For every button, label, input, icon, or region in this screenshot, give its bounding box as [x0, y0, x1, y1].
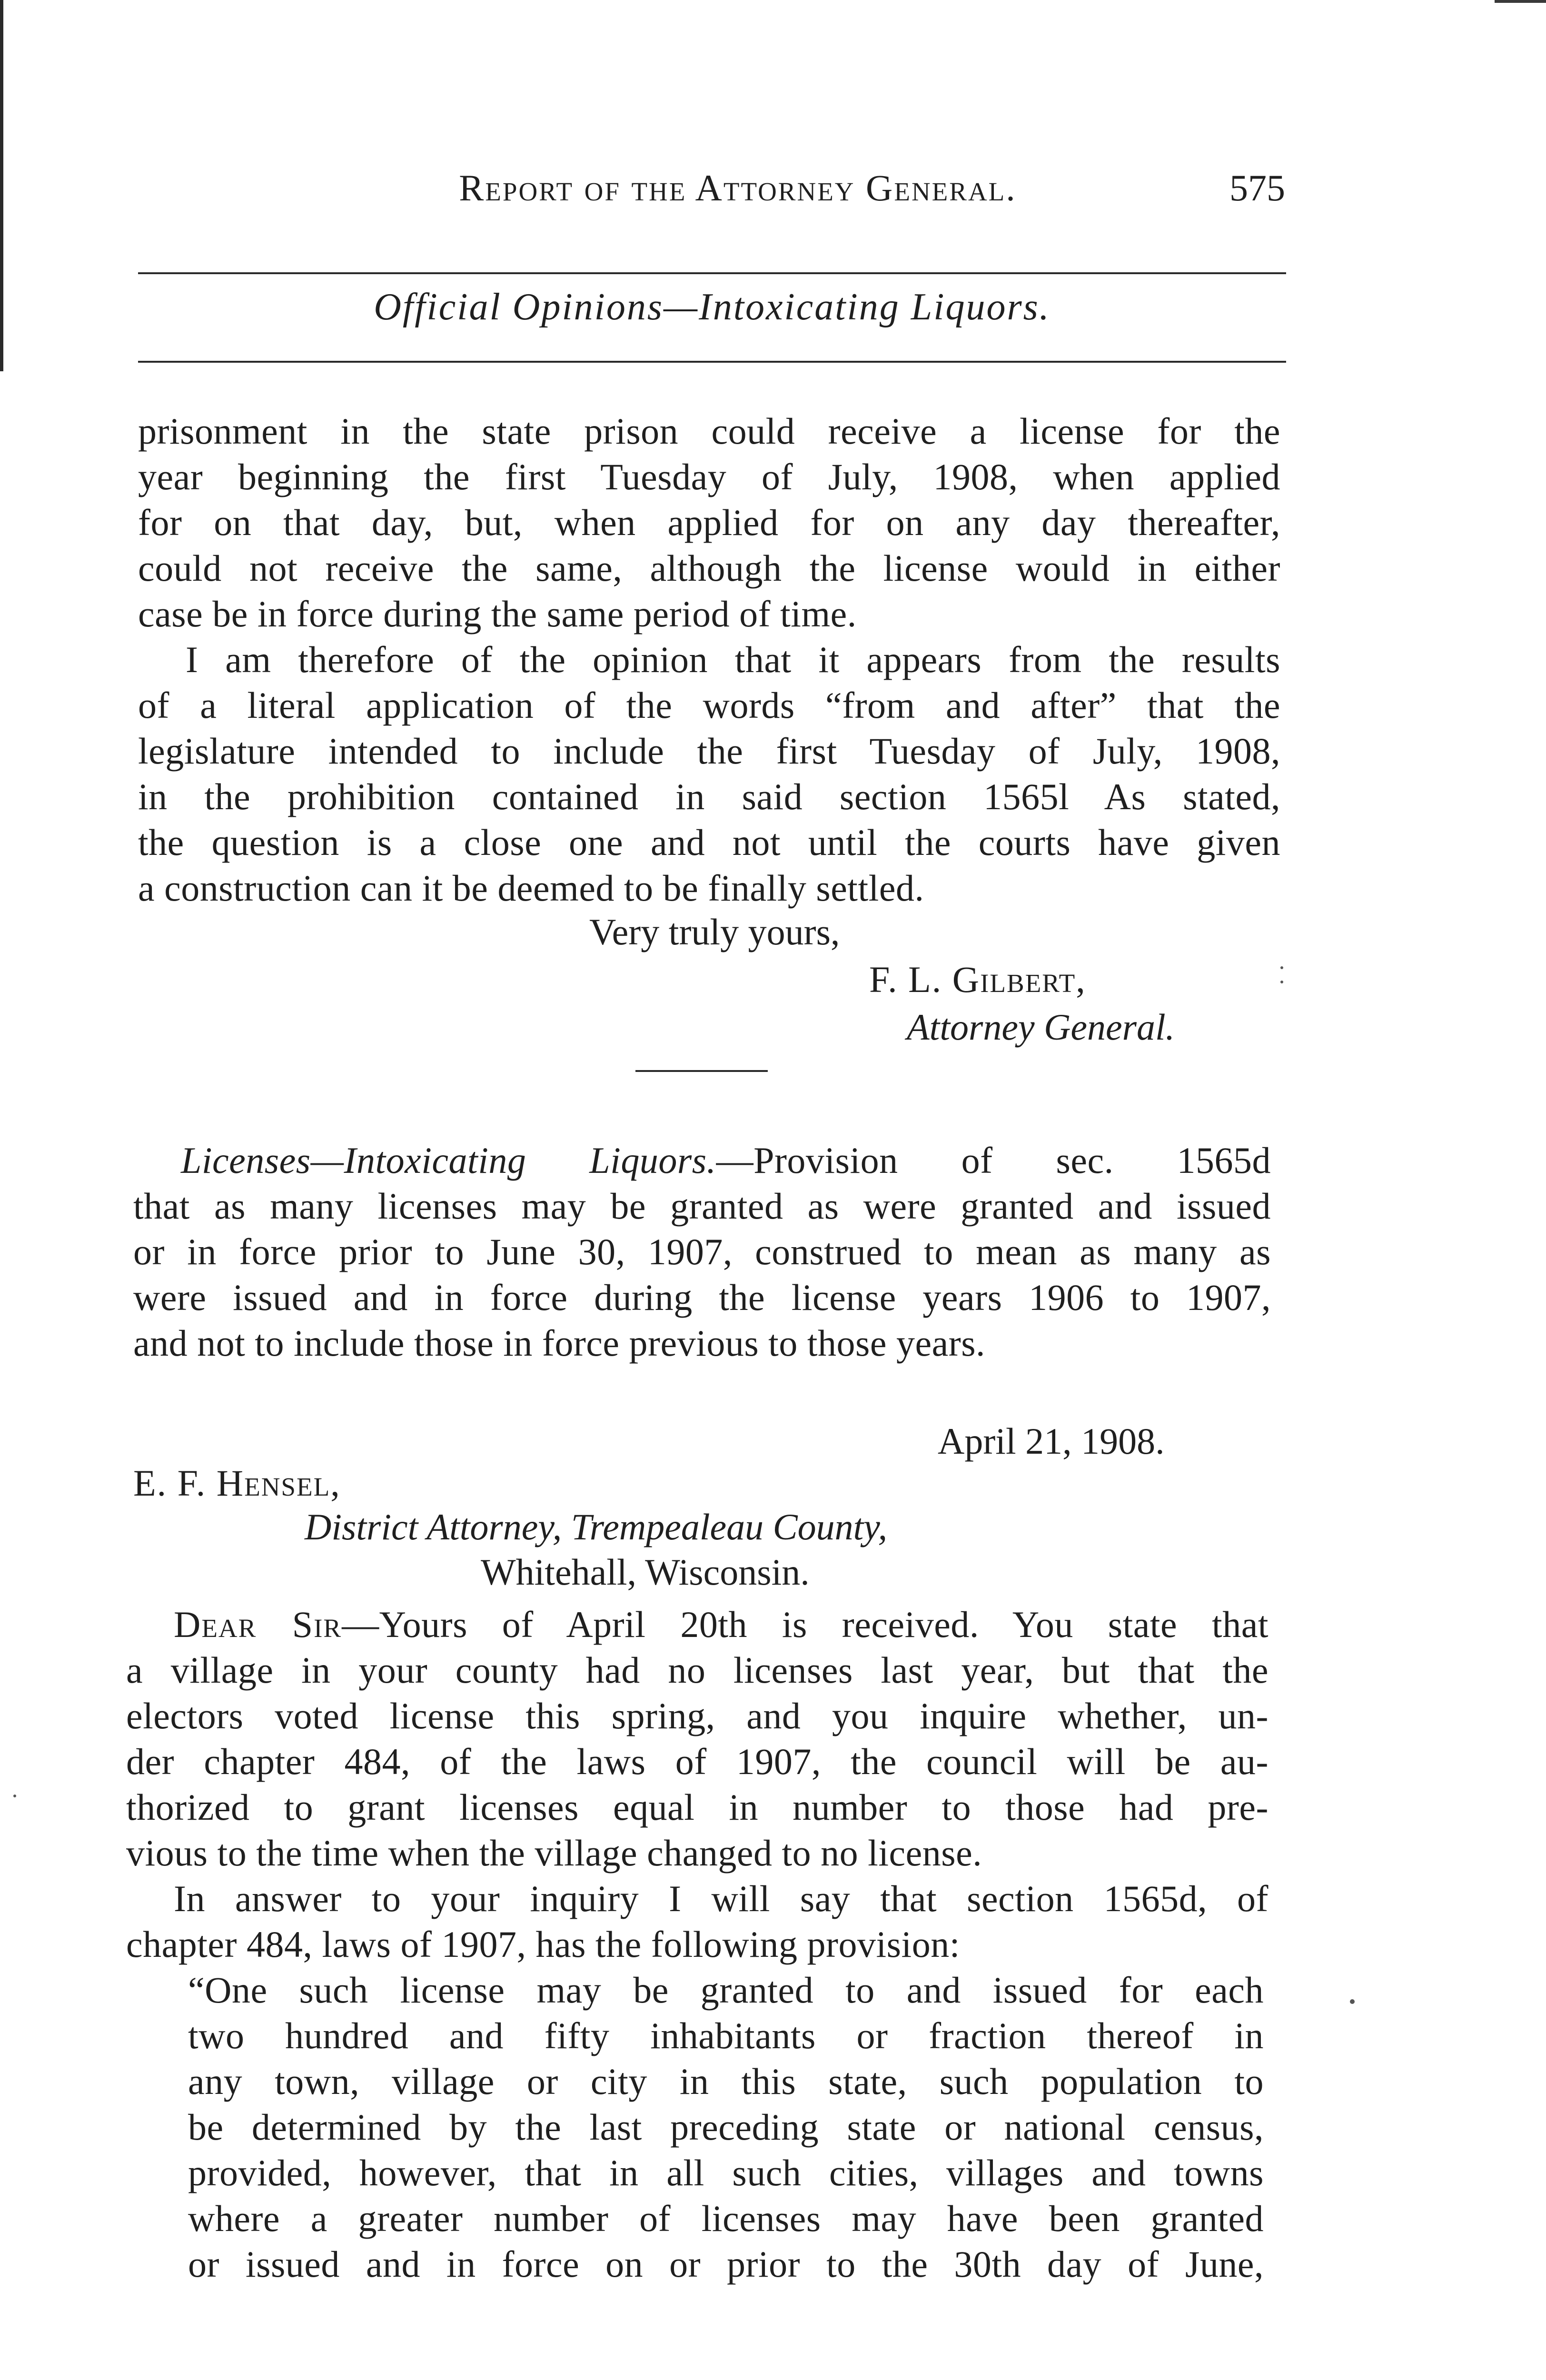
- scan-edge-top: [1495, 0, 1546, 3]
- letter-body: [126, 1602, 1269, 1967]
- text-line: I am therefore of the opinion that it appears from the results: [186, 639, 1280, 680]
- text-line: a village in your county had no licenses last year, but that the: [126, 1649, 1269, 1691]
- text-line: In answer to your inquiry I will say that section 1565d, of: [174, 1878, 1269, 1919]
- quote-line: any town, village or city in this state, such population to: [188, 2061, 1264, 2102]
- quote-line: “One such license may be granted to and issued for each: [188, 1969, 1264, 2011]
- text-line: year beginning the first Tuesday of July, 1908, when applied: [138, 456, 1280, 497]
- text-line: for on that day, but, when applied for on any day thereafter,: [138, 502, 1280, 543]
- addressee-location: Whitehall, Wisconsin.: [481, 1551, 810, 1593]
- scan-speck: [13, 1795, 16, 1797]
- addressee-title: District Attorney, Trempealeau County,: [305, 1506, 888, 1547]
- salutation: Dear Sir: [174, 1604, 342, 1645]
- headnote: [133, 1138, 1271, 1366]
- headnote-first-rest: —Provision of sec. 1565d: [716, 1140, 1271, 1181]
- quote-line: be determined by the last preceding state or national census,: [188, 2106, 1264, 2148]
- quote-line: where a greater number of licenses may have been granted: [188, 2198, 1264, 2239]
- addressee-name: E. F. Hensel,: [133, 1462, 341, 1504]
- header-rule-bottom: [138, 361, 1286, 363]
- statute-quote: [188, 1967, 1264, 2287]
- text-line: in the prohibition contained in said section 1565l As stated,: [138, 776, 1280, 817]
- text-line: were issued and in force during the license years 1906 to 1907,: [133, 1277, 1271, 1318]
- closing: Very truly yours,: [589, 911, 840, 952]
- text-line: case be in force during the same period of time.: [138, 593, 857, 635]
- signature-title: Attorney General.: [907, 1006, 1175, 1048]
- headnote-topic: Licenses—Intoxicating Liquors.: [181, 1140, 716, 1181]
- text-line: of a literal application of the words “from and after” that the: [138, 684, 1280, 726]
- scan-edge-left: [0, 0, 3, 371]
- paragraph-1-first: —Yours of April 20th is received. You state that: [342, 1604, 1269, 1645]
- headnote-first-line: [133, 1138, 1271, 1183]
- scan-speck: [1350, 1999, 1355, 2004]
- text-line: thorized to grant licenses equal in number to those had pre-: [126, 1786, 1269, 1828]
- text-line: chapter 484, laws of 1907, has the following provision:: [126, 1924, 960, 1965]
- page-number: 575: [1229, 167, 1285, 208]
- text-line: legislature intended to include the first Tuesday of July, 1908,: [138, 730, 1280, 772]
- text-line: a construction can it be deemed to be finally settled.: [138, 867, 924, 909]
- scan-speck: [1280, 966, 1283, 969]
- separator-rule: [635, 1070, 768, 1072]
- text-line: and not to include those in force previous to those years.: [133, 1322, 986, 1364]
- section-title: Official Opinions—Intoxicating Liquors.: [374, 286, 1050, 328]
- text-line: that as many licenses may be granted as were granted and issued: [133, 1185, 1271, 1227]
- salutation-line: [126, 1602, 1269, 1647]
- scan-speck: [1280, 981, 1283, 983]
- text-line: prisonment in the state prison could receive a license for the: [138, 410, 1280, 452]
- opinion-continuation: [138, 408, 1280, 911]
- text-line: electors voted license this spring, and you inquire whether, un-: [126, 1695, 1269, 1736]
- quote-line: or issued and in force on or prior to the 30th day of June,: [188, 2243, 1264, 2285]
- text-line: could not receive the same, although the license would in either: [138, 547, 1280, 589]
- signature-name: F. L. Gilbert,: [869, 959, 1086, 1000]
- quote-line: provided, however, that in all such cities, villages and towns: [188, 2152, 1264, 2193]
- quote-line: two hundred and fifty inhabitants or fraction thereof in: [188, 2015, 1264, 2056]
- running-head: Report of the Attorney General.: [459, 167, 1017, 208]
- text-line: vious to the time when the village changed to no license.: [126, 1832, 982, 1874]
- text-line: the question is a close one and not until the courts have given: [138, 822, 1280, 863]
- text-line: der chapter 484, of the laws of 1907, the council will be au-: [126, 1741, 1269, 1782]
- header-rule-top: [138, 272, 1286, 274]
- text-line: or in force prior to June 30, 1907, construed to mean as many as: [133, 1231, 1271, 1272]
- letter-date: April 21, 1908.: [938, 1420, 1165, 1462]
